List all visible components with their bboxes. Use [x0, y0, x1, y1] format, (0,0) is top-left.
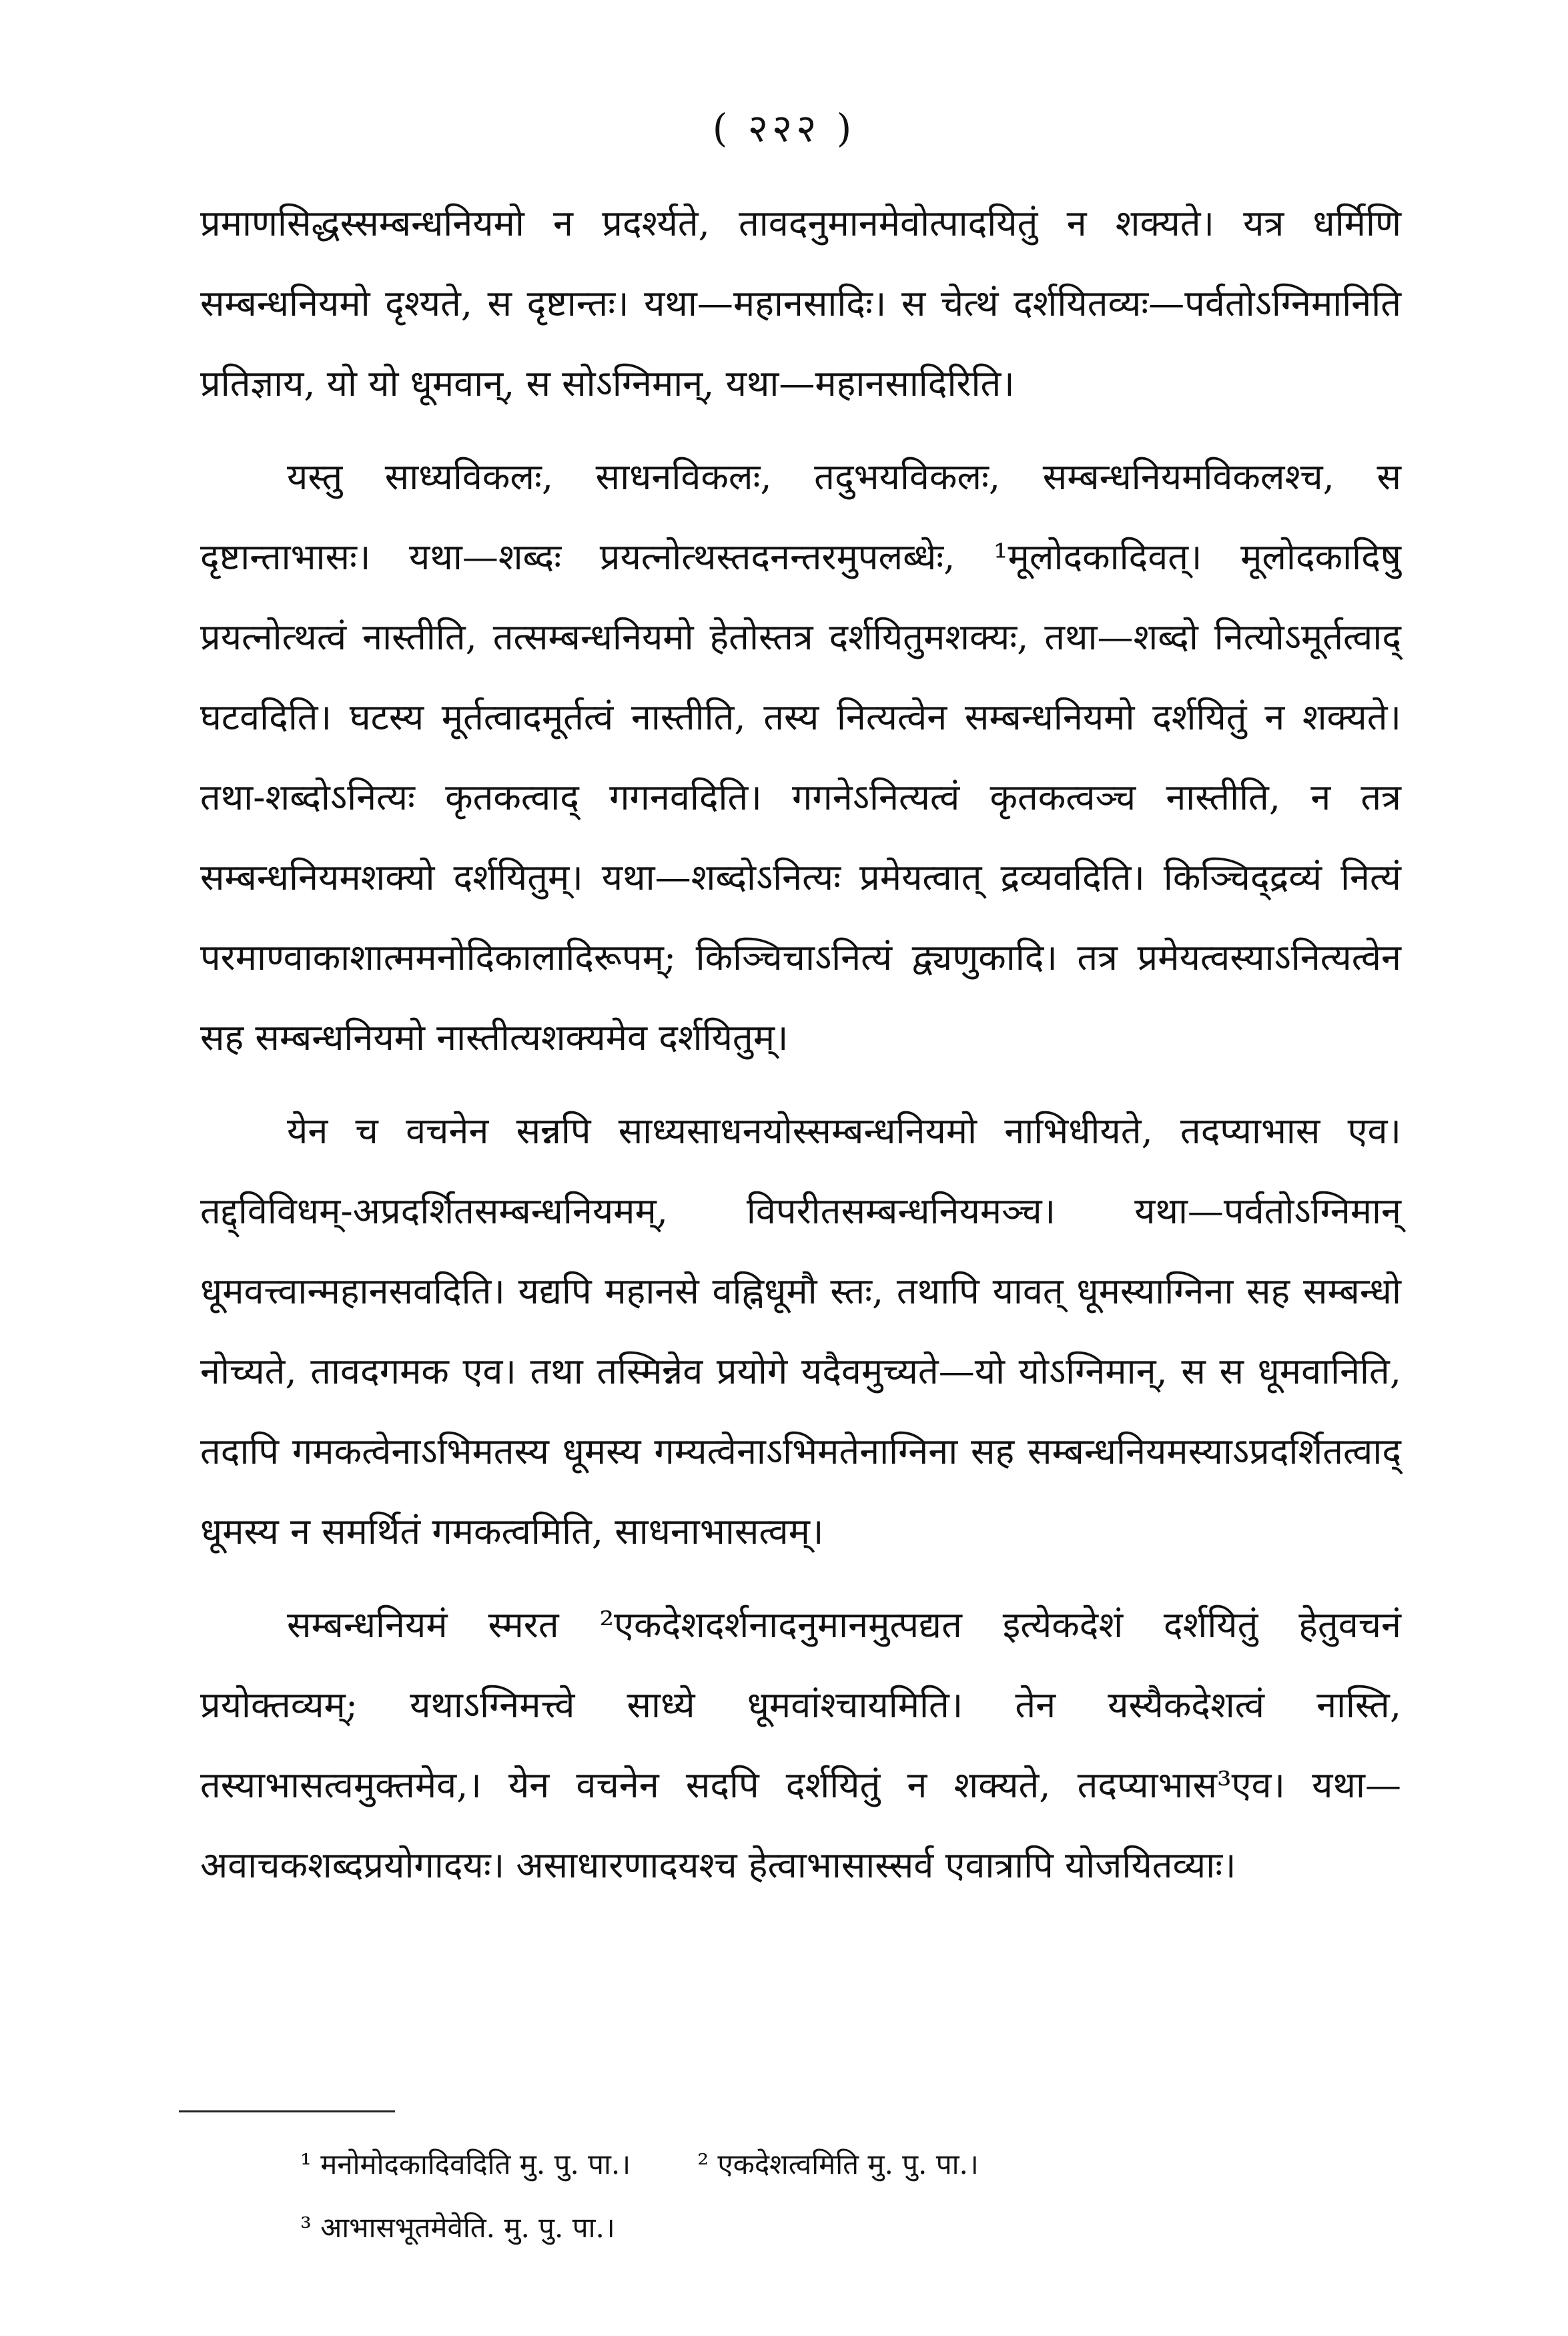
paragraph-1: प्रमाणसिद्धस्सम्बन्धनियमो न प्रदर्श्यते, तावदनुमानमेवोत्पादयितुं न शक्यते। यत्र धर्मिणि सम्बन्धनियमो दृश्यते, स दृष्टान्तः। यथा—महानसादिः। स चेत्थं दर्शयितव्यः—पर्वतोऽग्निमानिति प्रतिज्ञाय, यो यो धूमवान्, स सोऽग्निमान्, यथा—महानसादिरिति। — [200, 202, 1401, 404]
footnote-3: ³ आभासभूतमेवेति. मु. पु. पा.। — [300, 2211, 615, 2244]
paragraph-2: यस्तु साध्यविकलः, साधनविकलः, तदुभयविकलः, सम्बन्धनियमविकलश्च, स दृष्टान्ताभासः। यथा—शब्दः प्रयत्नोत्थस्तदनन्तरमुपलब्धेः, ¹मूलोदकादिवत्। मूलोदकादिषु प्रयत्नोत्थत्वं नास्तीति, तत्सम्बन्धनियमो हेतोस्तत्र दर्शयितुमशक्यः, तथा—शब्दो नित्योऽमूर्तत्वाद् घटवदिति। घटस्य मूर्तत्वादमूर्तत्वं नास्तीति, तस्य नित्यत्वेन सम्बन्धनियमो दर्शयितुं न शक्यते। तथा-शब्दोऽनित्यः कृतकत्वाद् गगनवदिति। गगनेऽनित्यत्वं कृतकत्वञ्च नास्तीति, न तत्र सम्बन्धनियमशक्यो दर्शयितुम्। यथा—शब्दोऽनित्यः प्रमेयत्वात् द्रव्यवदिति। किञ्चिद्द्रव्यं नित्यं परमाण्वाकाशात्ममनोदिकालादिरूपम्; किञ्चिचाऽनित्यं द्व्यणुकादि। तत्र प्रमेयत्वस्याऽनित्यत्वेन सह सम्बन्धनियमो नास्तीत्यशक्यमेव दर्शयितुम्। — [200, 456, 1401, 1059]
footnote-row — [300, 2196, 1368, 2259]
page-number: ( २२२ ) — [712, 105, 856, 151]
footnote-divider — [179, 2110, 395, 2112]
footnote-row — [300, 2132, 1368, 2196]
paragraph-4: सम्बन्धनियमं स्मरत ²एकदेशदर्शनादनुमानमुत्पद्यत इत्येकदेशं दर्शयितुं हेतुवचनं प्रयोक्तव्यम्; यथाऽग्निमत्त्वे साध्ये धूमवांश्चायमिति। तेन यस्यैकदेशत्वं नास्ति, तस्याभासत्वमुक्तमेव,। येन वचनेन सदपि दर्शयितुं न शक्यते, तदप्याभास³एव। यथा—अवाचकशब्दप्रयोगादयः। असाधारणादयश्च हेत्वाभासास्सर्व एवात्रापि योजयितव्याः। — [200, 1604, 1401, 1886]
body-text — [200, 184, 1401, 1906]
footnote-2: ² एकदेशत्वमिति मु. पु. पा.। — [697, 2148, 979, 2180]
footnotes — [300, 2132, 1368, 2259]
footnote-1: ¹ मनोमोदकादिवदिति मु. पु. पा.। — [300, 2148, 631, 2180]
paragraph-3: येन च वचनेन सन्नपि साध्यसाधनयोस्सम्बन्धनियमो नाभिधीयते, तदप्याभास एव। तद्द्विविधम्-अप्रदर्शितसम्बन्धनियमम्, विपरीतसम्बन्धनियमञ्च। यथा—पर्वतोऽग्निमान् धूमवत्त्वान्महानसवदिति। यद्यपि महानसे वह्निधूमौ स्तः, तथापि यावत् धूमस्याग्निना सह सम्बन्धो नोच्यते, तावदगमक एव। तथा तस्मिन्नेव प्रयोगे यदैवमुच्यते—यो योऽग्निमान्, स स धूमवानिति, तदापि गमकत्वेनाऽभिमतस्य धूमस्य गम्यत्वेनाऽभिमतेनाग्निना सह सम्बन्धनियमस्याऽप्रदर्शितत्वाद् धूमस्य न समर्थितं गमकत्वमिति, साधनाभासत्वम्। — [200, 1110, 1401, 1552]
